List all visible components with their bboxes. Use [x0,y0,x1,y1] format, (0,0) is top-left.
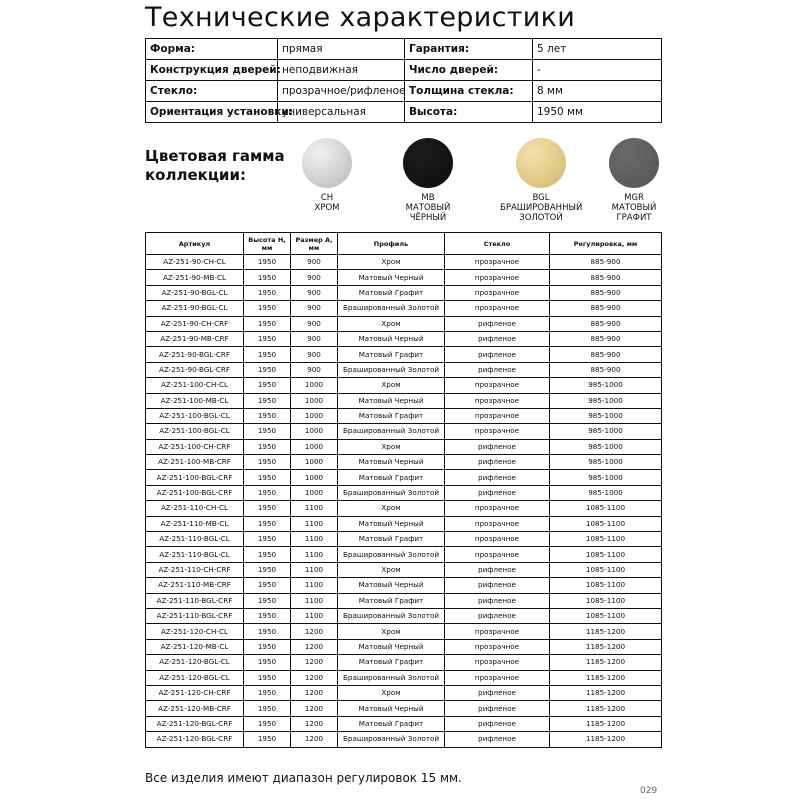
table-row [146,608,662,623]
table-cell: 1950 [244,255,291,270]
table-cell: AZ-251-100-BGL-CRF [146,485,244,500]
table-cell: 1100 [291,532,338,547]
table-cell: рифленое [445,347,550,362]
table-cell: 1085-1100 [550,532,662,547]
table-cell: Брашированный Золотой [338,362,445,377]
table-cell: 1950 [244,316,291,331]
table-cell: Матовый Графит [338,285,445,300]
table-cell: 1100 [291,608,338,623]
table-cell: рифленое [445,593,550,608]
table-cell: 1950 [244,608,291,623]
table-row [146,624,662,639]
table-cell: AZ-251-120-BGL-CRF [146,716,244,731]
table-cell: AZ-251-100-BGL-CL [146,408,244,423]
table-row [146,347,662,362]
table-cell: Матовый Черный [338,393,445,408]
table-cell: AZ-251-120-MB-CRF [146,701,244,716]
table-cell: 985-1000 [550,470,662,485]
table-cell: прозрачное [445,255,550,270]
table-cell: прозрачное [445,301,550,316]
table-cell: 985-1000 [550,485,662,500]
page-number: 029 [640,786,658,796]
table-cell: Хром [338,624,445,639]
table-cell: 985-1000 [550,393,662,408]
table-cell: прозрачное [445,670,550,685]
table-cell: 1185-1200 [550,639,662,654]
table-cell: 1950 [244,470,291,485]
table-row [146,732,662,747]
table-cell: AZ-251-100-MB-CRF [146,455,244,470]
table-cell: 900 [291,362,338,377]
table-cell: AZ-251-90-BGL-CRF [146,362,244,377]
table-cell: прозрачное [445,270,550,285]
table-cell: 885-900 [550,301,662,316]
table-cell: Брашированный Золотой [338,547,445,562]
table-cell: Матовый Графит [338,593,445,608]
table-cell: 1000 [291,393,338,408]
table-cell: рифленое [445,362,550,377]
table-cell: 885-900 [550,331,662,346]
table-cell: прозрачное [445,547,550,562]
table-cell: Брашированный Золотой [338,670,445,685]
table-cell: 900 [291,347,338,362]
spec-label: Стекло: [146,81,278,102]
color-label-code: CH [320,193,334,203]
table-cell: 1950 [244,701,291,716]
color-circle [302,138,352,188]
table-cell: рифленое [445,732,550,747]
color-label-code: MB [421,193,435,203]
table-cell: 1100 [291,547,338,562]
table-cell: прозрачное [445,624,550,639]
table-row [146,285,662,300]
table-row [146,532,662,547]
table-cell: 1950 [244,562,291,577]
table-cell: AZ-251-110-BGL-CRF [146,593,244,608]
table-cell: Матовый Черный [338,516,445,531]
table-cell: рифленое [445,439,550,454]
table-cell: Брашированный Золотой [338,732,445,747]
color-label-line2: ЗОЛОТОЙ [519,213,563,223]
table-row [146,439,662,454]
table-cell: прозрачное [445,516,550,531]
table-cell: прозрачное [445,501,550,516]
table-cell: 1950 [244,270,291,285]
table-cell: рифленое [445,578,550,593]
column-header: Стекло [445,233,550,255]
table-row [146,378,662,393]
table-cell: прозрачное [445,532,550,547]
table-row [146,701,662,716]
spec-value: прозрачное/рифленое [278,81,405,102]
table-cell: рифленое [445,562,550,577]
table-cell: 885-900 [550,362,662,377]
table-cell: Хром [338,378,445,393]
spec-row [146,60,662,81]
table-cell: 1185-1200 [550,716,662,731]
color-circle [609,138,659,188]
color-gamut-title-line2: коллекции: [145,166,246,184]
table-cell: прозрачное [445,424,550,439]
table-cell: 1950 [244,685,291,700]
table-cell: 1000 [291,439,338,454]
spec-value: - [533,60,662,81]
table-cell: 1100 [291,562,338,577]
table-cell: 1950 [244,670,291,685]
table-cell: 1000 [291,470,338,485]
table-cell: прозрачное [445,378,550,393]
table-cell: прозрачное [445,639,550,654]
color-label [500,193,582,223]
table-cell: AZ-251-90-CH-CL [146,255,244,270]
table-row [146,270,662,285]
table-cell: 900 [291,270,338,285]
column-header: Высота Н, мм [244,233,291,255]
table-cell: 985-1000 [550,408,662,423]
table-cell: Матовый Графит [338,470,445,485]
table-cell: 1950 [244,501,291,516]
table-cell: 900 [291,285,338,300]
table-cell: 1200 [291,655,338,670]
spec-value: неподвижная [278,60,405,81]
table-cell: 1950 [244,532,291,547]
table-cell: AZ-251-100-CH-CL [146,378,244,393]
spec-value: 5 лет [533,39,662,60]
table-cell: рифленое [445,485,550,500]
table-cell: 1085-1100 [550,516,662,531]
table-row [146,547,662,562]
table-cell: 1085-1100 [550,593,662,608]
table-header-row [146,233,662,255]
color-swatch-bgl [500,138,582,223]
spec-row [146,39,662,60]
table-cell: Хром [338,316,445,331]
table-cell: 985-1000 [550,378,662,393]
spec-value: универсальная [278,102,405,123]
table-cell: рифленое [445,455,550,470]
table-cell: 985-1000 [550,455,662,470]
table-cell: AZ-251-110-CH-CL [146,501,244,516]
table-cell: 1950 [244,547,291,562]
page-title: Технические характеристики [145,2,576,33]
table-row [146,639,662,654]
spec-label: Высота: [405,102,533,123]
table-cell: 1100 [291,593,338,608]
table-cell: 1085-1100 [550,578,662,593]
table-cell: 1950 [244,347,291,362]
table-cell: Матовый Графит [338,532,445,547]
column-header: Регулировка, мм [550,233,662,255]
table-cell: 1200 [291,639,338,654]
table-row [146,424,662,439]
table-cell: AZ-251-110-BGL-CL [146,532,244,547]
table-cell: AZ-251-90-CH-CRF [146,316,244,331]
column-header: Артикул [146,233,244,255]
table-cell: 1000 [291,455,338,470]
table-cell: рифленое [445,316,550,331]
table-cell: 1185-1200 [550,685,662,700]
table-row [146,485,662,500]
table-cell: AZ-251-110-BGL-CRF [146,608,244,623]
color-label [286,193,368,213]
table-row [146,593,662,608]
table-cell: 900 [291,301,338,316]
table-cell: 1950 [244,301,291,316]
table-cell: AZ-251-100-MB-CL [146,393,244,408]
color-label-line1: МАТОВЫЙ [405,203,451,213]
table-cell: Матовый Графит [338,408,445,423]
color-label [387,193,469,223]
table-cell: AZ-251-90-BGL-CRF [146,347,244,362]
table-cell: 1000 [291,378,338,393]
table-cell: 1085-1100 [550,608,662,623]
table-cell: 1185-1200 [550,701,662,716]
table-cell: 1950 [244,408,291,423]
table-cell: рифленое [445,470,550,485]
table-cell: 1950 [244,485,291,500]
table-cell: Брашированный Золотой [338,424,445,439]
table-cell: Матовый Черный [338,639,445,654]
table-cell: AZ-251-90-BGL-CL [146,301,244,316]
table-cell: Матовый Черный [338,578,445,593]
table-cell: 900 [291,331,338,346]
table-cell: AZ-251-110-CH-CRF [146,562,244,577]
table-cell: 1100 [291,516,338,531]
table-cell: 1950 [244,639,291,654]
spec-row [146,102,662,123]
table-cell: 1950 [244,285,291,300]
table-row [146,455,662,470]
table-row [146,362,662,377]
table-cell: AZ-251-120-CH-CL [146,624,244,639]
table-cell: прозрачное [445,285,550,300]
table-cell: Матовый Графит [338,347,445,362]
table-cell: 1000 [291,485,338,500]
table-cell: 1200 [291,685,338,700]
table-cell: 1200 [291,701,338,716]
table-cell: 1950 [244,624,291,639]
table-cell: 1950 [244,455,291,470]
table-cell: 1950 [244,578,291,593]
table-cell: 1000 [291,424,338,439]
color-label-line1: МАТОВЫЙ [611,203,657,213]
color-circle [516,138,566,188]
table-row [146,716,662,731]
table-row [146,408,662,423]
table-cell: 985-1000 [550,424,662,439]
color-label-line1: ХРОМ [314,203,340,213]
table-row [146,562,662,577]
table-cell: AZ-251-90-MB-CRF [146,331,244,346]
table-cell: рифленое [445,608,550,623]
footer-note: Все изделия имеют диапазон регулировок 15 мм. [145,771,462,785]
table-row [146,301,662,316]
articles-table [145,232,662,748]
table-cell: AZ-251-120-BGL-CRF [146,732,244,747]
table-cell: Хром [338,501,445,516]
spec-label: Число дверей: [405,60,533,81]
table-row [146,501,662,516]
table-cell: 1950 [244,331,291,346]
table-cell: Матовый Черный [338,701,445,716]
table-cell: 1950 [244,716,291,731]
table-row [146,331,662,346]
table-cell: 885-900 [550,316,662,331]
column-header: Профиль [338,233,445,255]
table-cell: 1200 [291,670,338,685]
table-cell: 1100 [291,501,338,516]
table-cell: 1950 [244,424,291,439]
table-cell: AZ-251-120-BGL-CL [146,670,244,685]
spec-row [146,81,662,102]
color-label [593,193,675,223]
table-cell: рифленое [445,331,550,346]
spec-label: Гарантия: [405,39,533,60]
spec-value: 1950 мм [533,102,662,123]
table-cell: 1950 [244,378,291,393]
table-cell: AZ-251-120-MB-CL [146,639,244,654]
table-cell: AZ-251-100-CH-CRF [146,439,244,454]
table-cell: рифленое [445,716,550,731]
table-cell: AZ-251-120-CH-CRF [146,685,244,700]
table-cell: 1200 [291,624,338,639]
table-cell: прозрачное [445,393,550,408]
table-cell: Брашированный Золотой [338,301,445,316]
table-row [146,578,662,593]
spec-label: Форма: [146,39,278,60]
table-cell: 1950 [244,655,291,670]
table-cell: Хром [338,255,445,270]
table-cell: Матовый Черный [338,270,445,285]
color-swatch-mb [387,138,469,223]
table-row [146,316,662,331]
table-row [146,670,662,685]
table-cell: 1085-1100 [550,501,662,516]
table-cell: прозрачное [445,408,550,423]
table-cell: рифленое [445,701,550,716]
table-cell: 885-900 [550,270,662,285]
table-cell: Хром [338,562,445,577]
column-header: Размер А, мм [291,233,338,255]
table-cell: 885-900 [550,285,662,300]
table-cell: Матовый Черный [338,331,445,346]
color-label-code: MGR [624,193,644,203]
table-cell: Матовый Графит [338,655,445,670]
color-swatch-mgr [593,138,675,223]
table-cell: 1100 [291,578,338,593]
table-cell: Хром [338,685,445,700]
table-cell: 1200 [291,716,338,731]
color-label-line2: ЧЁРНЫЙ [409,213,447,223]
color-circle [403,138,453,188]
table-cell: Матовый Черный [338,455,445,470]
table-cell: 1950 [244,439,291,454]
spec-label: Ориентация установки: [146,102,278,123]
table-row [146,470,662,485]
table-cell: 1185-1200 [550,670,662,685]
table-cell: 1950 [244,393,291,408]
table-cell: 1950 [244,732,291,747]
table-cell: 1085-1100 [550,562,662,577]
table-cell: Брашированный Золотой [338,608,445,623]
spec-label: Конструкция дверей: [146,60,278,81]
table-cell: 1200 [291,732,338,747]
table-cell: AZ-251-100-BGL-CRF [146,470,244,485]
table-cell: 885-900 [550,347,662,362]
table-cell: 1950 [244,362,291,377]
table-cell: Матовый Графит [338,716,445,731]
table-cell: AZ-251-110-MB-CL [146,516,244,531]
table-cell: AZ-251-90-MB-CL [146,270,244,285]
color-label-line2: ГРАФИТ [616,213,652,223]
color-gamut-title-line1: Цветовая гамма [145,147,285,165]
table-cell: 1950 [244,593,291,608]
color-label-line1: БРАШИРОВАННЫЙ [500,203,583,213]
table-cell: Хром [338,439,445,454]
table-cell: рифленое [445,685,550,700]
table-row [146,516,662,531]
table-cell: 1185-1200 [550,624,662,639]
table-cell: 885-900 [550,255,662,270]
table-cell: AZ-251-100-BGL-CL [146,424,244,439]
table-cell: 1950 [244,516,291,531]
table-row [146,255,662,270]
table-cell: 1000 [291,408,338,423]
specs-table [145,38,662,123]
table-row [146,655,662,670]
table-cell: Брашированный Золотой [338,485,445,500]
table-cell: 1185-1200 [550,655,662,670]
spec-value: прямая [278,39,405,60]
spec-label: Толщина стекла: [405,81,533,102]
table-cell: AZ-251-110-MB-CRF [146,578,244,593]
table-cell: 900 [291,255,338,270]
table-row [146,685,662,700]
color-gamut-title [145,147,285,185]
table-cell: AZ-251-120-BGL-CL [146,655,244,670]
table-cell: 985-1000 [550,439,662,454]
table-cell: 1085-1100 [550,547,662,562]
color-swatch-ch [286,138,368,213]
table-cell: 1185-1200 [550,732,662,747]
table-cell: прозрачное [445,655,550,670]
table-row [146,393,662,408]
table-cell: 900 [291,316,338,331]
spec-value: 8 мм [533,81,662,102]
table-cell: AZ-251-90-BGL-CL [146,285,244,300]
table-cell: AZ-251-110-BGL-CL [146,547,244,562]
color-label-code: BGL [532,193,550,203]
